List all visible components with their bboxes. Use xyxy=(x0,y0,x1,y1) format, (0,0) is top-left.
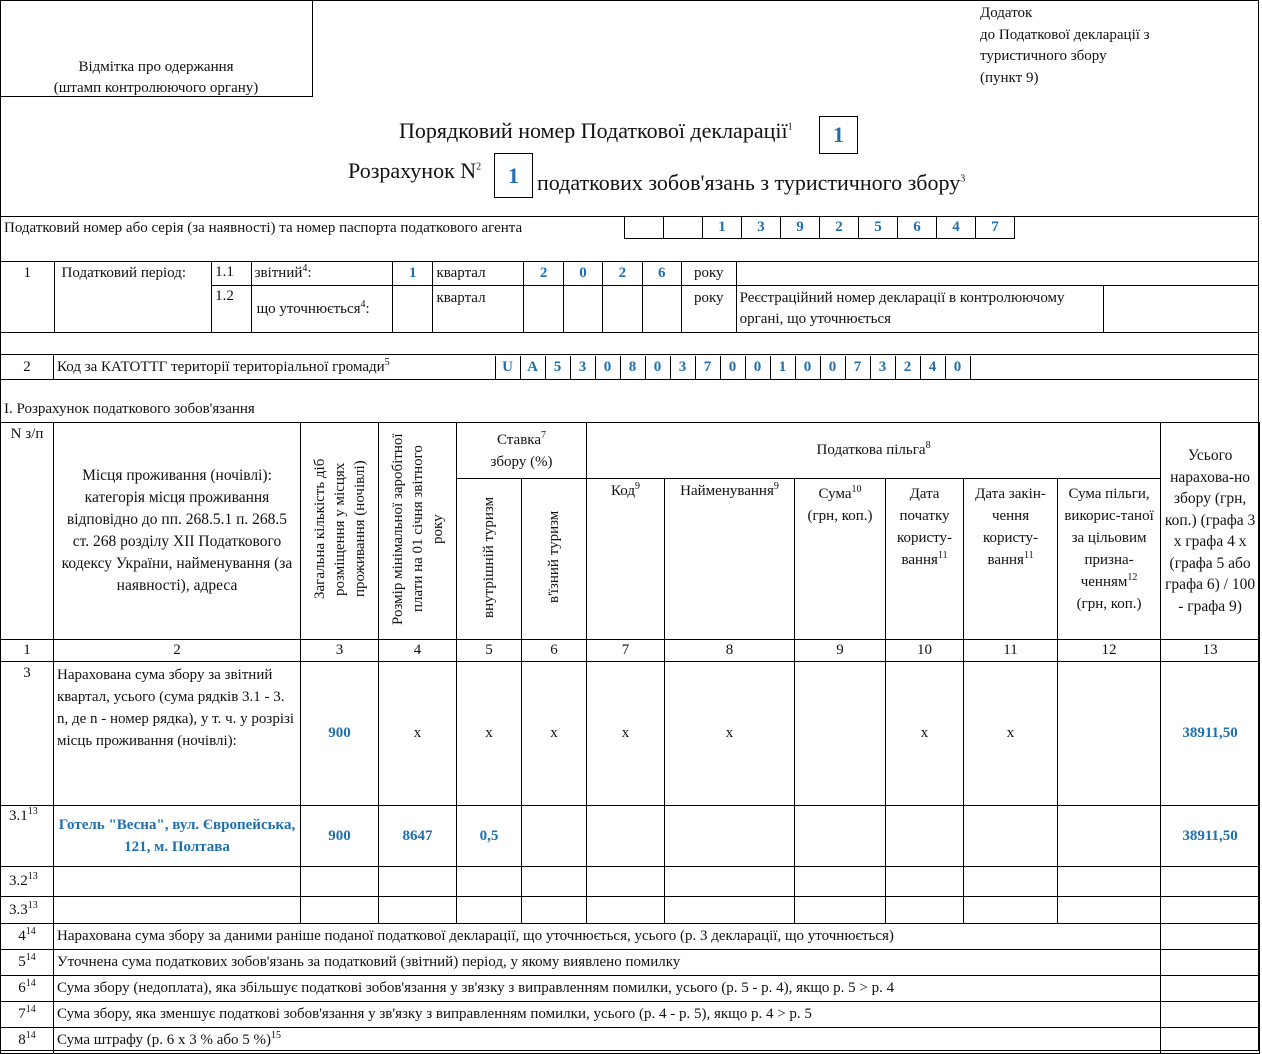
footnote-ref: 3 xyxy=(960,173,966,185)
header-place: Місця проживання (ночівлі): категорія місця проживання відповідно до пп. 268.5.1 п. 268.5 ст. 268 розділу XII Податкового кодексу України, найменування (за наявності), адреса xyxy=(54,423,301,640)
katottg-cell[interactable]: 7 xyxy=(845,356,870,379)
header-min-wage xyxy=(379,423,457,640)
footnote-ref: 11 xyxy=(937,550,948,561)
katottg-cell[interactable]: 0 xyxy=(720,356,745,379)
cell-name: x xyxy=(665,662,795,806)
addendum-line: туристичного збору xyxy=(980,48,1107,64)
cell-name[interactable] xyxy=(665,806,795,867)
header-nights xyxy=(301,423,379,640)
addendum-line: Додаток xyxy=(980,5,1033,21)
agent-id-cell[interactable] xyxy=(625,217,664,239)
column-number: 4 xyxy=(379,640,457,662)
cell-code: x xyxy=(587,662,665,806)
cell-sum[interactable] xyxy=(795,662,886,806)
cell-total[interactable] xyxy=(1161,950,1260,976)
cell-total[interactable] xyxy=(1161,1028,1260,1054)
cell-end-date[interactable] xyxy=(964,806,1058,867)
reporting-quarter-field[interactable]: 1 xyxy=(393,262,433,286)
row-number: 3 xyxy=(1,662,54,806)
header-rate-group xyxy=(457,423,587,479)
footnote-ref: 1 xyxy=(787,121,793,133)
column-number: 9 xyxy=(795,640,886,662)
row-number xyxy=(1,950,54,976)
header-sum xyxy=(795,479,886,640)
footnote-ref: 15 xyxy=(271,1030,282,1041)
katottg-cell[interactable]: 0 xyxy=(820,356,845,379)
footnote-ref: 14 xyxy=(25,926,36,937)
cell-inbound[interactable] xyxy=(522,897,587,924)
column-number: 12 xyxy=(1058,640,1161,662)
clarified-quarter-field[interactable] xyxy=(393,286,433,333)
katottg-cells-container xyxy=(495,355,1260,380)
column-number: 3 xyxy=(301,640,379,662)
reporting-empty xyxy=(736,262,1258,286)
table-row-3-3 xyxy=(1,897,1260,924)
row-number xyxy=(1,1028,54,1054)
header-code xyxy=(587,479,665,640)
column-number: 13 xyxy=(1161,640,1260,662)
cell-end-date[interactable] xyxy=(964,867,1058,897)
cell-nights[interactable] xyxy=(301,897,379,924)
row-number-text: 3.3 xyxy=(9,901,28,918)
cell-sum[interactable] xyxy=(795,867,886,897)
katottg-cell[interactable]: 3 xyxy=(870,356,895,379)
cell-min-wage[interactable] xyxy=(379,897,457,924)
section-title: І. Розрахунок податкового зобов'язання xyxy=(4,401,255,417)
reporting-year-digit[interactable]: 2 xyxy=(603,262,642,286)
row-number-text: 3.1 xyxy=(9,808,28,824)
row-number-text: 8 xyxy=(18,1032,26,1048)
cell-inbound[interactable] xyxy=(522,867,587,897)
clarified-label-text: що уточнюється xyxy=(256,300,361,317)
row-number-text: 7 xyxy=(18,1006,26,1022)
header-rate-text-2: збору (%) xyxy=(490,453,553,470)
row-number xyxy=(1,897,54,924)
row-label xyxy=(54,1028,1161,1054)
row-number-text: 3.2 xyxy=(9,873,28,889)
table-row-6 xyxy=(1,976,1260,1002)
header-sum-text: Сума xyxy=(818,486,852,502)
header-benefit-used-text: Сума пільги, викорис-таної за цільовим призна-ченням xyxy=(1064,486,1154,590)
period-label: Податковий період: xyxy=(54,262,212,333)
header-end-date xyxy=(964,479,1058,640)
column-number: 11 xyxy=(964,640,1058,662)
footnote-ref: 4 xyxy=(302,263,308,274)
cell-inbound: x xyxy=(522,662,587,806)
row-label: Нарахована сума збору за даними раніше поданої податкової декларації, що уточнюється, усього (р. 3 декларації, що уточнюється) xyxy=(54,924,1161,950)
row-label: Нарахована сума збору за звітний квартал, усього (сума рядків 3.1 - 3. n, де n - номер рядка), у т. ч. у розрізі місць проживання (ночівлі): xyxy=(54,662,301,806)
quarter-label: квартал xyxy=(433,262,524,286)
declaration-number-field[interactable]: 1 xyxy=(819,116,858,154)
katottg-cell[interactable]: A xyxy=(520,356,545,379)
row-label: Уточнена сума податкових зобов'язань за податковий (звітний) період, у якому виявлено помилку xyxy=(54,950,1161,976)
cell-name[interactable] xyxy=(665,867,795,897)
footnote-ref: 13 xyxy=(27,806,38,817)
cell-min-wage: x xyxy=(379,662,457,806)
stamp-box xyxy=(0,0,313,97)
column-number: 6 xyxy=(522,640,587,662)
agent-id-label: Податковий номер або серія (за наявності) та номер паспорта податкового агента xyxy=(4,220,523,236)
katottg-cell[interactable]: 5 xyxy=(545,356,570,379)
agent-id-cell[interactable]: 6 xyxy=(898,217,937,239)
katottg-table xyxy=(0,354,1259,380)
period-table xyxy=(0,261,1259,333)
cell-total[interactable] xyxy=(1161,867,1260,897)
katottg-cell[interactable]: 8 xyxy=(620,356,645,379)
addendum-line: до Податкової декларації з xyxy=(980,26,1150,43)
footnote-ref: 4 xyxy=(360,298,366,310)
footnote-ref: 9 xyxy=(635,481,640,492)
cell-domestic[interactable]: 0,5 xyxy=(457,806,522,867)
row-number xyxy=(1,976,54,1002)
cell-sum[interactable] xyxy=(795,897,886,924)
cell-place[interactable] xyxy=(54,867,301,897)
cell-total[interactable] xyxy=(1161,897,1260,924)
clarified-year-digit[interactable] xyxy=(603,286,642,333)
header-benefit-used xyxy=(1058,479,1161,640)
row-number xyxy=(1,1002,54,1028)
declaration-number-title xyxy=(399,118,793,144)
katottg-row-number: 2 xyxy=(1,355,54,380)
clarified-year-digit[interactable] xyxy=(563,286,602,333)
cell-start-date[interactable] xyxy=(886,806,964,867)
row-number-text: 4 xyxy=(18,928,26,944)
column-number: 10 xyxy=(886,640,964,662)
reporting-label: звітний$^4$: xyxy=(251,262,392,286)
header-benefit-group xyxy=(587,423,1161,479)
katottg-cell[interactable]: 0 xyxy=(645,356,670,379)
calculation-number-field[interactable]: 1 xyxy=(494,153,533,198)
footnote-ref: 12 xyxy=(1127,572,1138,583)
cell-end-date: x xyxy=(964,662,1058,806)
table-row-4 xyxy=(1,924,1260,950)
table-row-3-2 xyxy=(1,867,1260,897)
header-domestic-text: внутрішній туризм xyxy=(481,495,497,618)
reporting-year-digit[interactable]: 2 xyxy=(524,262,563,286)
header-row-number: N з/п xyxy=(1,423,54,640)
cell-total[interactable] xyxy=(1161,1002,1260,1028)
year-label: року xyxy=(682,262,737,286)
cell-domestic: x xyxy=(457,662,522,806)
cell-benefit-used[interactable] xyxy=(1058,897,1161,924)
katottg-cell[interactable]: 2 xyxy=(895,356,920,379)
declaration-number-label: Порядковий номер Податкової декларації xyxy=(399,118,788,143)
cell-benefit-used[interactable] xyxy=(1058,662,1161,806)
katottg-cell[interactable]: 0 xyxy=(745,356,770,379)
agent-id-cell[interactable]: 5 xyxy=(859,217,898,239)
row-label-text: Сума штрафу (р. 6 х 3 % або 5 %) xyxy=(57,1032,272,1048)
cell-total[interactable]: 38911,50 xyxy=(1161,806,1260,867)
footnote-ref: 9 xyxy=(773,481,779,492)
year-label: року xyxy=(682,286,737,333)
header-benefit-used-text-2: (грн, коп.) xyxy=(1076,596,1142,612)
addendum-note xyxy=(980,3,1150,89)
katottg-cell[interactable]: 3 xyxy=(570,356,595,379)
header-total: Усього нарахова-но збору (грн, коп.) (графа 3 х графа 4 х (графа 5 або графа 6) / 100 - графа 9) xyxy=(1161,423,1260,640)
header-start-date xyxy=(886,479,964,640)
agent-id-cell[interactable]: 9 xyxy=(781,217,820,239)
registration-number-label: Реєстраційний номер декларації в контролюючому органі, що уточнюється xyxy=(736,286,1104,333)
registration-number-field[interactable] xyxy=(1104,286,1259,333)
cell-benefit-used[interactable] xyxy=(1058,867,1161,897)
header-domestic xyxy=(457,479,522,640)
katottg-cell[interactable]: 0 xyxy=(945,356,970,379)
row-number-text: 5 xyxy=(18,954,26,970)
column-number: 2 xyxy=(54,640,301,662)
reporting-code: 1.1 xyxy=(212,262,251,286)
header-nights-text: Загальна кількість діб розміщення у місцях проживання (ночівлі) xyxy=(311,458,368,599)
header-code-text: Код xyxy=(611,483,635,499)
cell-code[interactable] xyxy=(587,867,665,897)
footnote-ref: 2 xyxy=(476,161,482,173)
katottg-cell[interactable]: U xyxy=(495,356,520,379)
reporting-label-text: звітний xyxy=(254,265,303,281)
cell-total[interactable] xyxy=(1161,976,1260,1002)
cell-min-wage[interactable] xyxy=(379,867,457,897)
calculation-suffix-text: податкових зобов'язань з туристичного збору xyxy=(537,170,961,195)
katottg-cell[interactable]: 7 xyxy=(695,356,720,379)
cell-end-date[interactable] xyxy=(964,897,1058,924)
footnote-ref: 11 xyxy=(1023,550,1034,561)
header-sum-text-2: (грн, коп.) xyxy=(807,508,873,524)
agent-id-cell[interactable]: 4 xyxy=(937,217,976,239)
column-number: 1 xyxy=(1,640,54,662)
column-number: 5 xyxy=(457,640,522,662)
cell-code[interactable] xyxy=(587,806,665,867)
reporting-year-digit[interactable]: 0 xyxy=(563,262,602,286)
cell-benefit-used[interactable] xyxy=(1058,806,1161,867)
agent-id-cell[interactable]: 7 xyxy=(976,217,1015,239)
cell-total[interactable] xyxy=(1161,924,1260,950)
footnote-ref: 7 xyxy=(541,429,547,441)
cell-domestic[interactable] xyxy=(457,867,522,897)
cell-start-date[interactable] xyxy=(886,897,964,924)
footnote-ref: 14 xyxy=(25,1004,36,1015)
stamp-line-1: Відмітка про одержання xyxy=(78,59,234,75)
cell-code[interactable] xyxy=(587,897,665,924)
period-row-number: 1 xyxy=(1,262,55,333)
agent-id-cells xyxy=(624,216,1015,239)
clarified-code: 1.2 xyxy=(212,286,251,333)
cell-start-date: x xyxy=(886,662,964,806)
cell-inbound[interactable] xyxy=(522,806,587,867)
footnote-ref: 13 xyxy=(27,899,38,911)
katottg-label xyxy=(54,355,495,380)
agent-id-cell[interactable] xyxy=(664,217,703,239)
stamp-line-2: (штамп контролюючого органу) xyxy=(53,80,259,96)
column-number: 8 xyxy=(665,640,795,662)
row-number xyxy=(1,867,54,897)
calculation-label: Розрахунок N xyxy=(348,158,477,183)
column-numbers-row xyxy=(1,640,1260,662)
addendum-line: (пункт 9) xyxy=(980,69,1039,86)
column-number: 7 xyxy=(587,640,665,662)
row-number xyxy=(1,924,54,950)
table-row-3 xyxy=(1,662,1260,806)
header-name xyxy=(665,479,795,640)
table-row-5 xyxy=(1,950,1260,976)
header-benefit-text: Податкова пільга xyxy=(816,442,926,458)
cell-place[interactable] xyxy=(54,897,301,924)
katottg-cell[interactable]: 3 xyxy=(670,356,695,379)
clarified-year-digit[interactable] xyxy=(642,286,681,333)
katottg-cell[interactable]: 0 xyxy=(595,356,620,379)
calculation-title xyxy=(348,158,481,184)
header-rate-text: Ставка xyxy=(497,431,542,448)
calculation-table xyxy=(0,422,1260,1054)
clarified-year-digit[interactable] xyxy=(524,286,563,333)
cell-start-date[interactable] xyxy=(886,867,964,897)
row-number-text: 6 xyxy=(18,980,26,996)
footnote-ref: 14 xyxy=(25,952,36,963)
footnote-ref: 14 xyxy=(25,978,36,989)
header-inbound-text: в'їзний туризм xyxy=(546,510,562,603)
cell-total[interactable]: 38911,50 xyxy=(1161,662,1260,806)
cell-place[interactable]: Готель "Весна", вул. Європейська, 121, м. Полтава xyxy=(54,806,301,867)
clarified-label: що уточнюється$^4$: xyxy=(251,286,392,333)
footnote-ref: 13 xyxy=(27,871,38,882)
table-row-7 xyxy=(1,1002,1260,1028)
katottg-cell[interactable]: 4 xyxy=(920,356,945,379)
header-start-date-text: Дата початку користу-вання xyxy=(896,486,953,568)
cell-nights[interactable]: 900 xyxy=(301,806,379,867)
katottg-cell[interactable]: 1 xyxy=(770,356,795,379)
katottg-cell[interactable]: 0 xyxy=(795,356,820,379)
agent-id-cell[interactable]: 3 xyxy=(742,217,781,239)
calculation-suffix xyxy=(537,170,965,196)
footnote-ref: 10 xyxy=(851,484,862,495)
footnote-ref: 14 xyxy=(25,1030,36,1041)
header-end-date-text: Дата закін-чення користу-вання xyxy=(975,486,1046,568)
cell-min-wage[interactable]: 8647 xyxy=(379,806,457,867)
cell-sum[interactable] xyxy=(795,806,886,867)
quarter-label: квартал xyxy=(433,286,524,333)
header-name-text: Найменування xyxy=(680,483,774,499)
katottg-cells xyxy=(495,356,971,379)
agent-id-cell[interactable]: 2 xyxy=(820,217,859,239)
footnote-ref: 5 xyxy=(384,356,390,368)
katottg-label-text: Код за КАТОТТГ території територіальної громади xyxy=(57,358,385,375)
footnote-ref: 8 xyxy=(925,440,931,451)
cell-nights[interactable] xyxy=(301,867,379,897)
header-min-wage-text: Розмір мінімальної заробітної плати на 01 січня звітного року xyxy=(389,432,446,625)
cell-nights[interactable]: 900 xyxy=(301,662,379,806)
header-inbound xyxy=(522,479,587,640)
reporting-year-digit[interactable]: 6 xyxy=(642,262,681,286)
agent-id-cell[interactable]: 1 xyxy=(703,217,742,239)
table-row-8 xyxy=(1,1028,1260,1054)
cell-domestic[interactable] xyxy=(457,897,522,924)
row-label: Сума збору (недоплата), яка збільшує податкові зобов'язання у зв'язку з виправленням помилки, усього (р. 5 - р. 4), якщо р. 5 > р. 4 xyxy=(54,976,1161,1002)
row-label: Сума збору, яка зменшує податкові зобов'язання у зв'язку з виправленням помилки, усього (р. 4 - р. 5), якщо р. 4 > р. 5 xyxy=(54,1002,1161,1028)
cell-name[interactable] xyxy=(665,897,795,924)
row-number xyxy=(1,806,54,867)
table-row-3-1 xyxy=(1,806,1260,867)
